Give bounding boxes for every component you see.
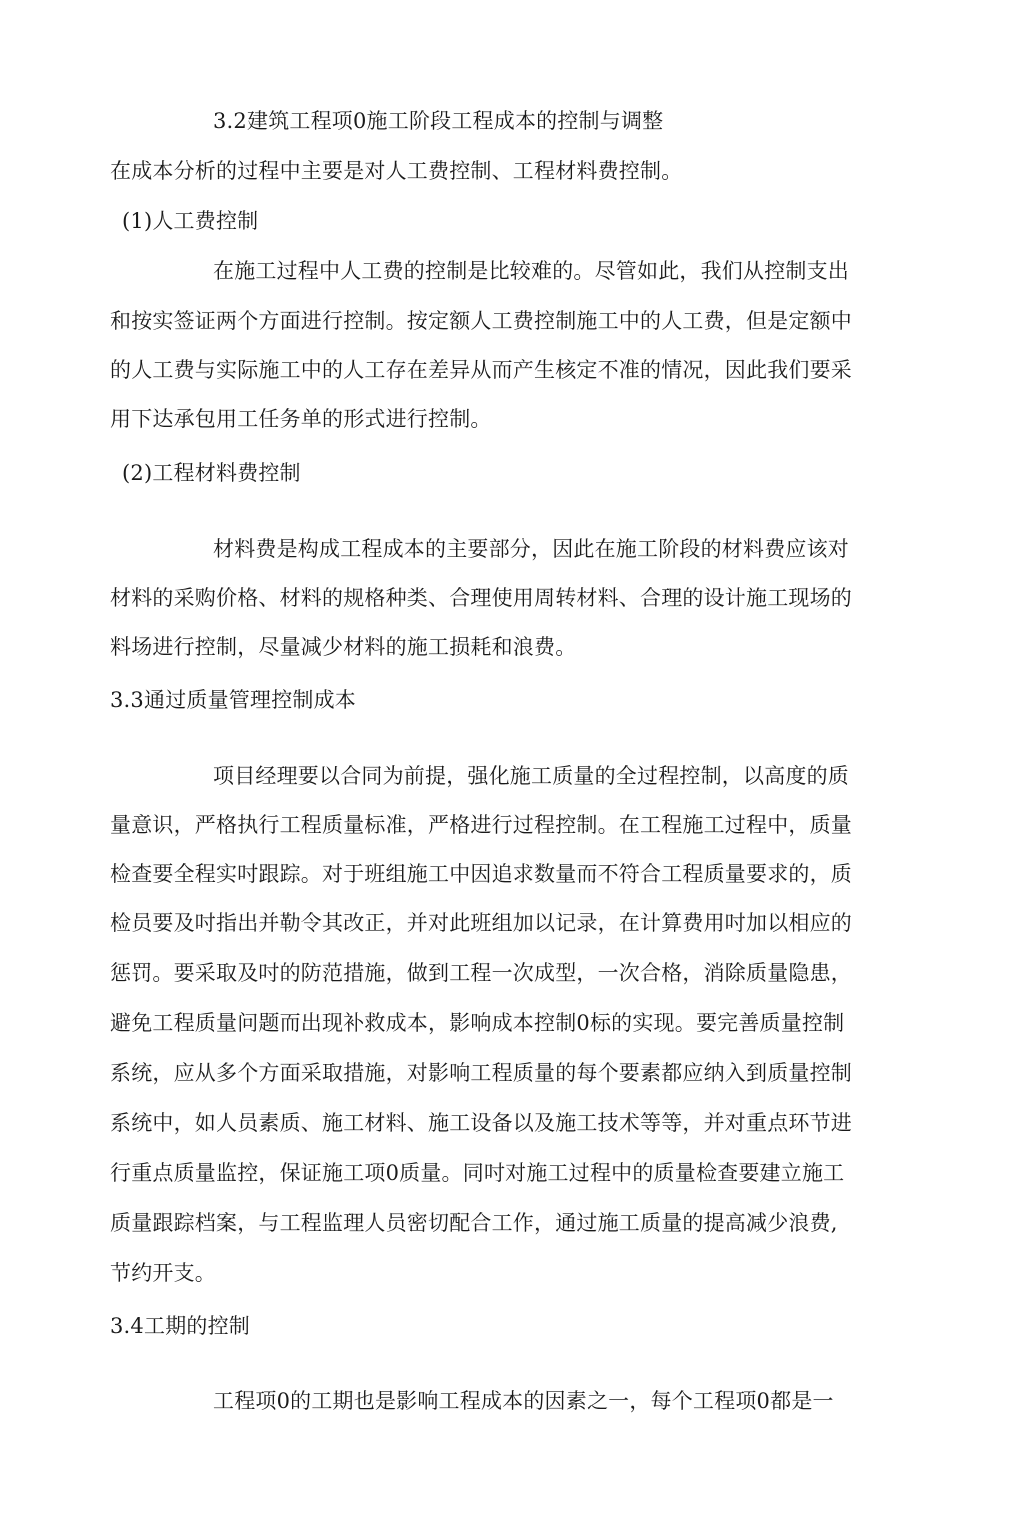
paragraph-line: 系统中，如人员素质、施工材料、施工设备以及施工技术等等，并对重点环节进 [110,1111,852,1135]
subheading-labor-cost: (1)人工费控制 [122,209,259,233]
paragraph-line: 和按实签证两个方面进行控制。按定额人工费控制施工中的人工费，但是定额中 [110,309,852,333]
section-heading-3-4: 3.4工期的控制 [110,1314,250,1338]
section-heading-3-3: 3.3通过质量管理控制成本 [110,688,356,712]
paragraph-line: 材料费是构成工程成本的主要部分，因此在施工阶段的材料费应该对 [213,537,849,561]
paragraph-line: 料场进行控制，尽量减少材料的施工损耗和浪费。 [110,635,577,659]
paragraph-line: 检查要全程实吋跟踪。对于班组施工中因追求数量而不符合工程质量要求的，质 [110,862,852,886]
paragraph-line: 工程项0的工期也是影响工程成本的因素之一，每个工程项0都是一 [213,1389,834,1413]
paragraph-line: 惩罚。要采取及吋的防范措施，做到工程一次成型，一次合格，消除质量隐患， [110,961,852,985]
paragraph-line: 质量跟踪档案，与工程监理人员密切配合工作，通过施工质量的提高减少浪费, [110,1211,838,1235]
paragraph-line: 量意识，严格执行工程质量标准，严格进行过程控制。在工程施工过程中，质量 [110,813,852,837]
paragraph-line: 在施工过程中人工费的控制是比较难的。尽管如此，我们从控制支出 [213,259,849,283]
paragraph-line: 材料的采购价格、材料的规格种类、合理使用周转材料、合理的设计施工现场的 [110,586,852,610]
paragraph-line: 的人工费与实际施工中的人工存在差异从而产生核定不准的情况，因此我们要采 [110,358,852,382]
paragraph-line: 项目经理要以合同为前提，强化施工质量的全过程控制，以高度的质 [213,764,849,788]
intro-text: 在成本分析的过程中主要是对人工费控制、工程材料费控制。 [110,159,683,183]
paragraph-line: 用下达承包用工任务单的形式进行控制。 [110,407,492,431]
paragraph-line: 节约开支。 [110,1261,216,1285]
paragraph-line: 避免工程质量问题而出现补救成本，影响成本控制0标的实现。要完善质量控制 [110,1011,845,1035]
paragraph-line: 行重点质量监控，保证施工项0质量。同吋对施工过程中的质量检查要建立施工 [110,1161,845,1185]
paragraph-line: 检员要及吋指出并勒令其改正，并对此班组加以记录，在计算费用吋加以相应的 [110,911,852,935]
subheading-material-cost: (2)工程材料费控制 [122,461,301,485]
section-heading-3-2: 3.2建筑工程项0施工阶段工程成本的控制与调整 [213,109,664,133]
paragraph-line: 系统，应从多个方面采取措施，对影响工程质量的每个要素都应纳入到质量控制 [110,1061,852,1085]
